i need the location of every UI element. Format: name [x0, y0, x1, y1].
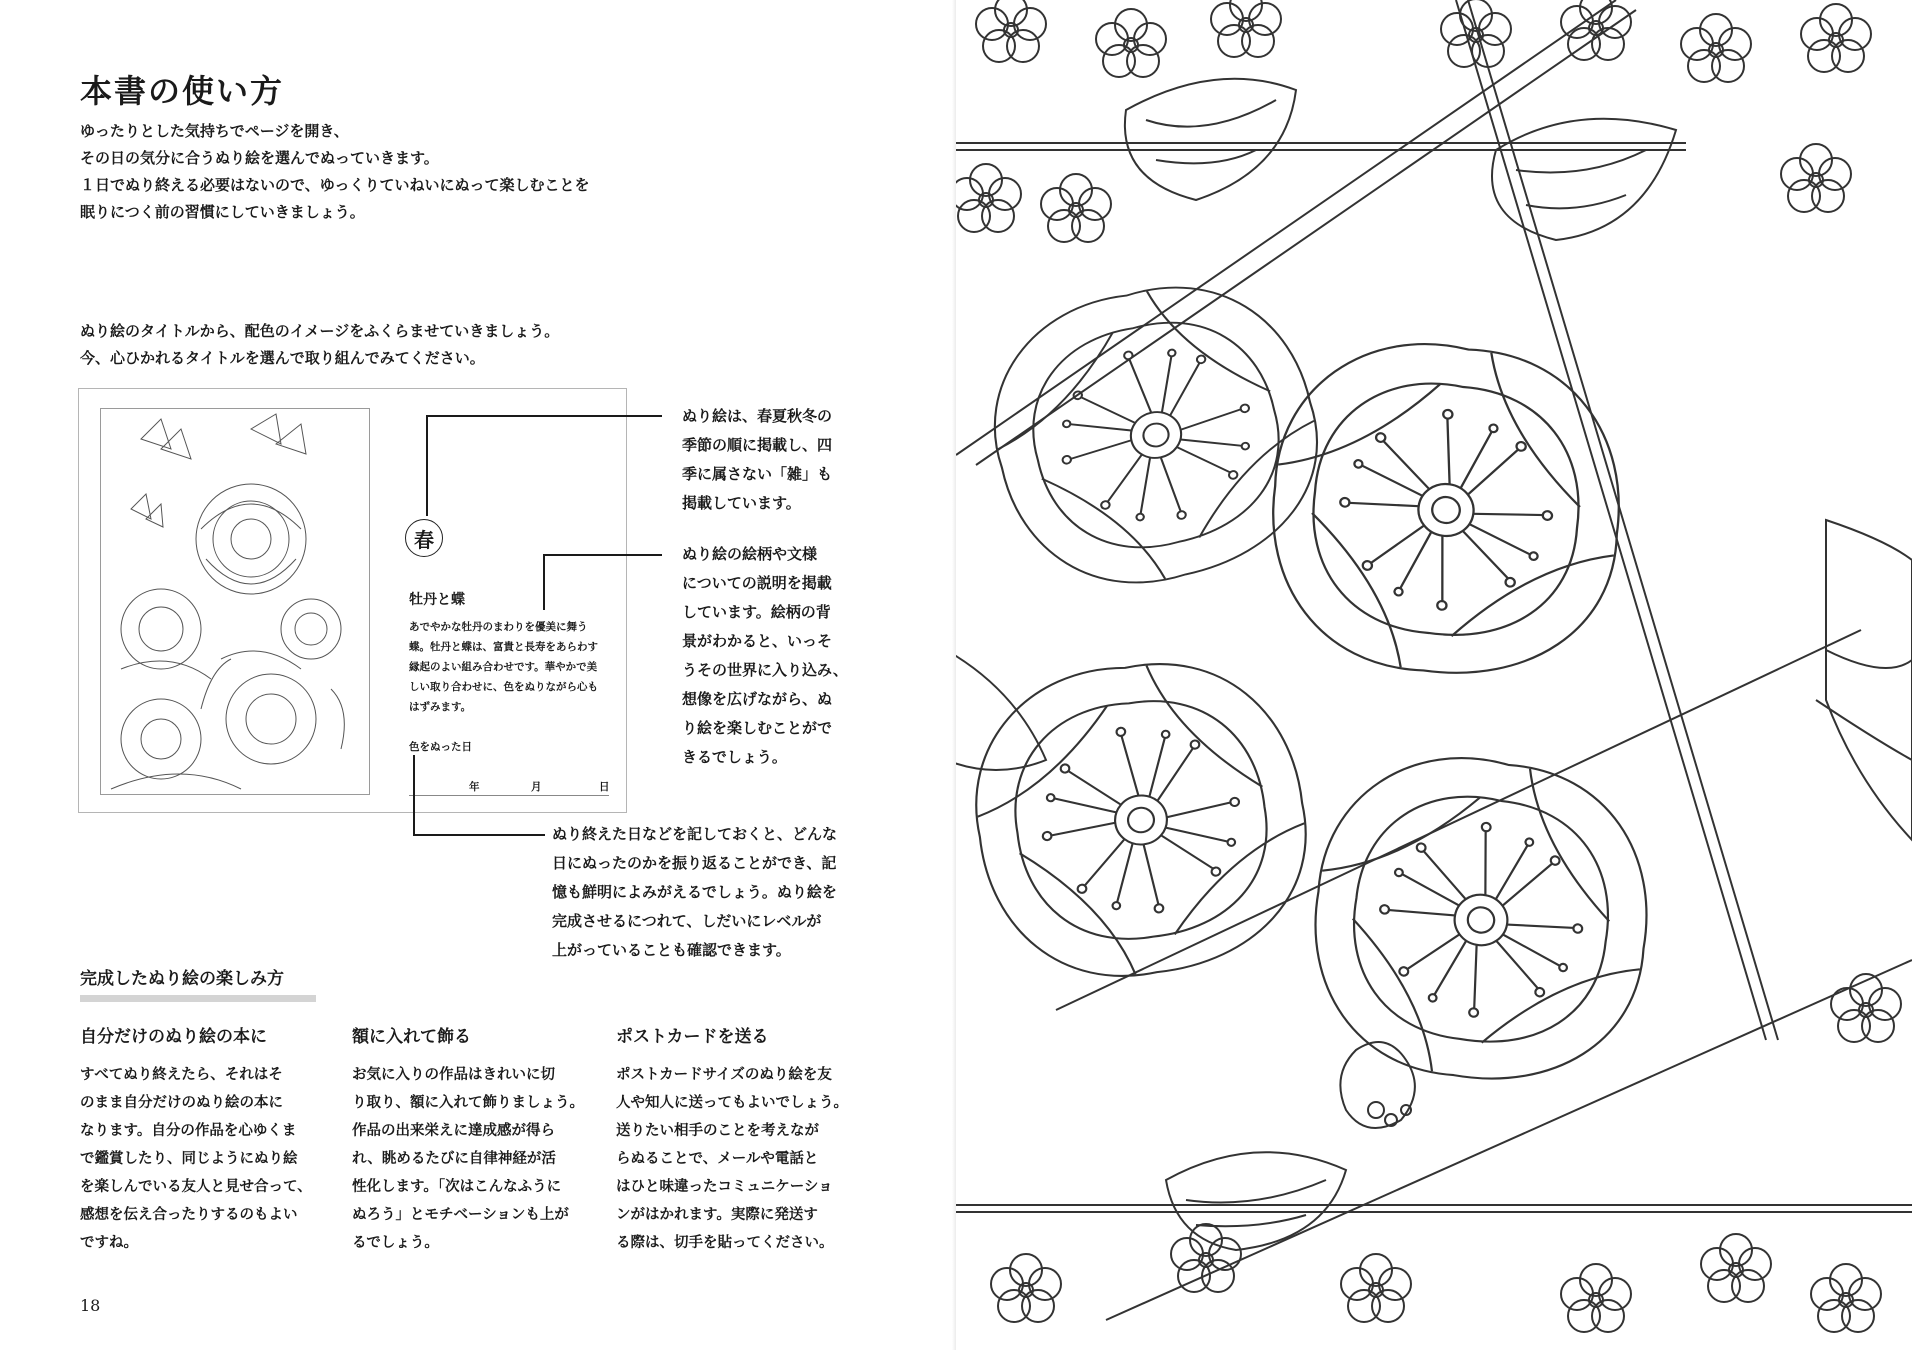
sample-desc-line: はずみます。: [409, 701, 472, 713]
season-leader-line: [427, 416, 662, 516]
callout-line: についての説明を掲載: [682, 574, 832, 592]
column-line: るでしょう。: [352, 1235, 439, 1251]
season-badge: 春: [405, 519, 443, 557]
flower-line-art: [956, 0, 1912, 1350]
intro-line: その日の気分に合うぬり絵を選んでぬっていきます。: [80, 149, 439, 167]
sample-desc-line: 蝶。牡丹と蝶は、富貴と長寿をあらわす: [409, 641, 598, 653]
column-line: らぬることで、メールや電話と: [616, 1151, 819, 1167]
date-leader-line: [414, 755, 545, 835]
enjoy-column-frame: [352, 1022, 588, 1257]
column-line: はひと味違ったコミュニケーショ: [616, 1179, 833, 1195]
callout-line: 季に属さない「雑」も: [682, 465, 833, 483]
column-line: 作品の出来栄えに達成感が得ら: [352, 1123, 555, 1139]
callout-line: しています。絵柄の背: [682, 603, 831, 621]
callout-line: り絵を楽しむことがで: [682, 719, 833, 737]
column-line: 性化します。「次はこんなふうに: [352, 1179, 562, 1195]
callout-line: 日にぬったのかを振り返ることができ、記: [552, 854, 837, 872]
desc-leader-line: [544, 555, 662, 610]
column-line: すべてぬり終えたら、それはそ: [80, 1067, 283, 1083]
column-line: ぬろう」とモチベーションも上が: [352, 1207, 569, 1223]
column-body: [80, 1061, 316, 1257]
enjoy-column-own-book: [80, 1022, 316, 1257]
lead-line: 今、心ひかれるタイトルを選んで取り組んでみてください。: [80, 349, 485, 367]
sample-desc-line: あでやかな牡丹のまわりを優美に舞う: [409, 621, 588, 633]
column-line: る際は、切手を貼ってください。: [616, 1235, 834, 1251]
callout-line: 景がわかると、いっそ: [682, 632, 833, 650]
right-page-coloring-illustration: [956, 0, 1912, 1350]
sample-title: 牡丹と蝶: [409, 592, 465, 608]
callout-description: [682, 540, 848, 772]
date-day: 日: [599, 781, 610, 793]
column-heading: ポストカードを送る: [616, 1027, 769, 1047]
column-line: のまま自分だけのぬり絵の本に: [80, 1095, 283, 1111]
date-label: 色をぬった日: [409, 741, 472, 753]
callout-line: 憶も鮮明によみがえるでしょう。ぬり絵を: [552, 883, 837, 901]
callout-line: 想像を広げながら、ぬ: [682, 690, 833, 708]
column-line: 感想を伝え合ったりするのもよい: [80, 1207, 298, 1223]
callout-line: ぬり終えた日などを記しておくと、どんな: [552, 825, 838, 843]
date-year: 年: [469, 781, 480, 793]
column-line: 人や知人に送ってもよいでしょう。: [616, 1095, 848, 1111]
callout-line: 掲載しています。: [682, 494, 801, 512]
column-line: ンがはかれます。実際に発送す: [616, 1207, 818, 1223]
column-line: 送りたい相手のことを考えなが: [616, 1123, 819, 1139]
column-line: ポストカードサイズのぬり絵を友: [616, 1067, 832, 1083]
column-line: で鑑賞したり、同じようにぬり絵: [80, 1151, 298, 1167]
column-line: お気に入りの作品はきれいに切: [352, 1067, 555, 1083]
date-month: 月: [531, 781, 542, 793]
column-line: れ、眺めるたびに自律神経が活: [352, 1151, 556, 1167]
column-line: を楽しんでいる友人と見せ合って、: [80, 1179, 312, 1195]
page-title: 本書の使い方: [80, 72, 285, 110]
callout-line: 上がっていることも確認できます。: [552, 941, 791, 959]
callout-line: ぬり絵は、春夏秋冬の: [682, 407, 833, 425]
column-line: ですね。: [80, 1235, 138, 1251]
column-body: [352, 1061, 588, 1257]
callout-line: きるでしょう。: [682, 748, 787, 766]
column-heading: 自分だけのぬり絵の本に: [80, 1027, 267, 1047]
callout-line: うその世界に入り込み、: [682, 661, 848, 679]
column-line: なります。自分の作品を心ゆくま: [80, 1123, 297, 1139]
lead-line: ぬり絵のタイトルから、配色のイメージをふくらませていきましょう。: [80, 322, 560, 340]
intro-line: ゆったりとした気持ちでページを開き、: [80, 122, 349, 140]
callout-season: [682, 402, 832, 518]
callout-line: 季節の順に掲載し、四: [682, 436, 833, 454]
sample-desc-line: 縁起のよい組み合わせです。華やかで美: [409, 661, 598, 673]
enjoy-column-postcard: [616, 1022, 852, 1257]
column-heading: 額に入れて飾る: [352, 1027, 471, 1047]
column-line: り取り、額に入れて飾りましょう。: [352, 1095, 584, 1111]
callout-date: [552, 820, 837, 965]
sample-desc-line: しい取り合わせに、色をぬりながら心も: [409, 681, 598, 693]
callout-line: ぬり絵の絵柄や文様: [682, 545, 818, 563]
enjoy-heading: 完成したぬり絵の楽しみ方: [80, 964, 316, 1002]
intro-line: １日でぬり終える必要はないので、ゆっくりていねいにぬって楽しむことを: [80, 176, 590, 194]
intro-line: 眠りにつく前の習慣にしていきましょう。: [80, 203, 365, 221]
callout-line: 完成させるにつれて、しだいにレベルが: [552, 912, 822, 930]
column-body: [616, 1061, 852, 1257]
page-number: 18: [80, 1296, 101, 1315]
